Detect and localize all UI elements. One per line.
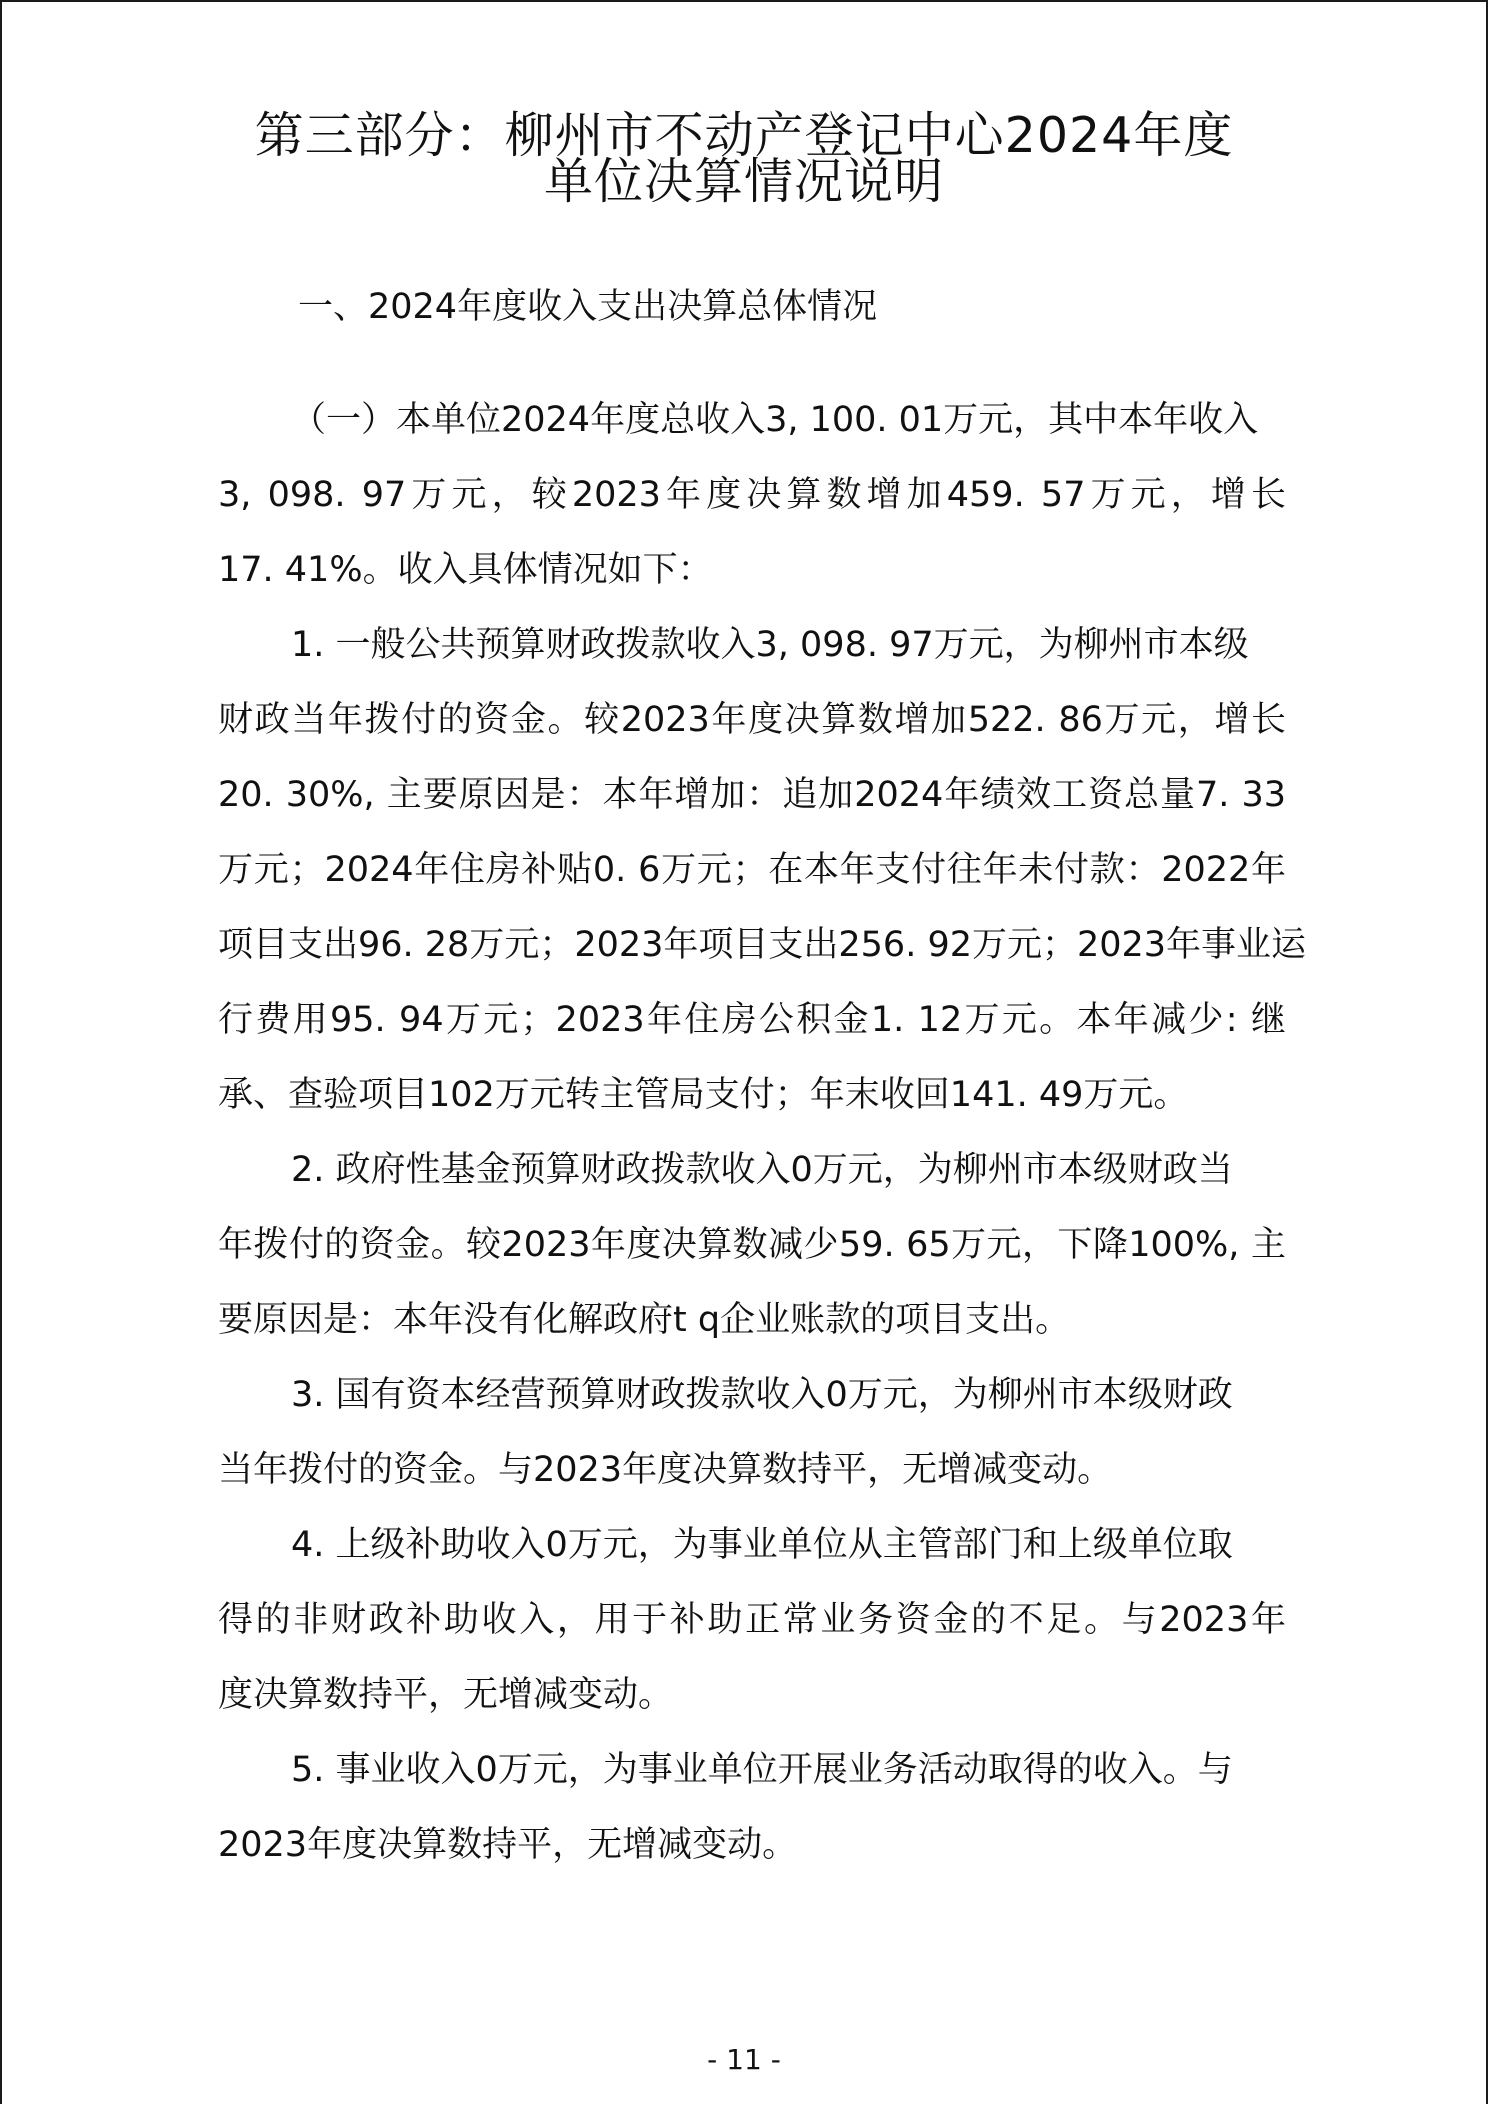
document-title-line-2: 单位决算情况说明 xyxy=(543,153,944,210)
item1-line-4: 万元；2024年住房补贴0. 6万元；在本年支付往年未付款：2022年 xyxy=(218,850,1286,890)
paragraph-total-line-1: （一）本单位2024年度总收入3, 100. 01万元，其中本年收入 xyxy=(291,400,1259,440)
item5-line-2: 2023年度决算数持平，无增减变动。 xyxy=(218,1825,798,1865)
page-border-left xyxy=(0,0,2,2104)
item2-line-1: 2. 政府性基金预算财政拨款收入0万元，为柳州市本级财政当 xyxy=(291,1150,1233,1190)
item4-line-2: 得的非财政补助收入，用于补助正常业务资金的不足。与2023年 xyxy=(218,1600,1286,1640)
document-title-line-1: 第三部分：柳州市不动产登记中心2024年度 xyxy=(254,107,1234,164)
item1-line-2: 财政当年拨付的资金。较2023年度决算数增加522. 86万元，增长 xyxy=(218,700,1286,740)
paragraph-total-line-2: 3, 098. 97万元，较2023年度决算数增加459. 57万元，增长 xyxy=(218,475,1286,515)
item5-line-1: 5. 事业收入0万元，为事业单位开展业务活动取得的收入。与 xyxy=(291,1750,1233,1790)
item1-line-5: 项目支出96. 28万元；2023年项目支出256. 92万元；2023年事业运 xyxy=(218,925,1307,965)
page-number: - 11 - xyxy=(707,2043,781,2076)
item1-line-6: 行费用95. 94万元；2023年住房公积金1. 12万元。本年减少: 继 xyxy=(218,1000,1286,1040)
item4-line-1: 4. 上级补助收入0万元，为事业单位从主管部门和上级单位取 xyxy=(291,1525,1233,1565)
item1-line-3: 20. 30%, 主要原因是：本年增加：追加2024年绩效工资总量7. 33 xyxy=(218,775,1286,815)
item3-line-2: 当年拨付的资金。与2023年度决算数持平，无增减变动。 xyxy=(218,1450,1113,1490)
page-border-top xyxy=(0,0,1488,2)
item1-line-1: 1. 一般公共预算财政拨款收入3, 098. 97万元，为柳州市本级 xyxy=(291,625,1249,665)
item2-line-3: 要原因是：本年没有化解政府t q企业账款的项目支出。 xyxy=(218,1300,1071,1340)
item1-line-7: 承、查验项目102万元转主管局支付；年末收回141. 49万元。 xyxy=(218,1075,1189,1115)
item2-line-2: 年拨付的资金。较2023年度决算数减少59. 65万元，下降100%, 主 xyxy=(218,1225,1286,1265)
section-heading: 一、2024年度收入支出决算总体情况 xyxy=(298,287,878,327)
item3-line-1: 3. 国有资本经营预算财政拨款收入0万元，为柳州市本级财政 xyxy=(291,1375,1233,1415)
item4-line-3: 度决算数持平，无增减变动。 xyxy=(218,1675,674,1715)
paragraph-total-line-3: 17. 41%。收入具体情况如下： xyxy=(218,550,713,590)
